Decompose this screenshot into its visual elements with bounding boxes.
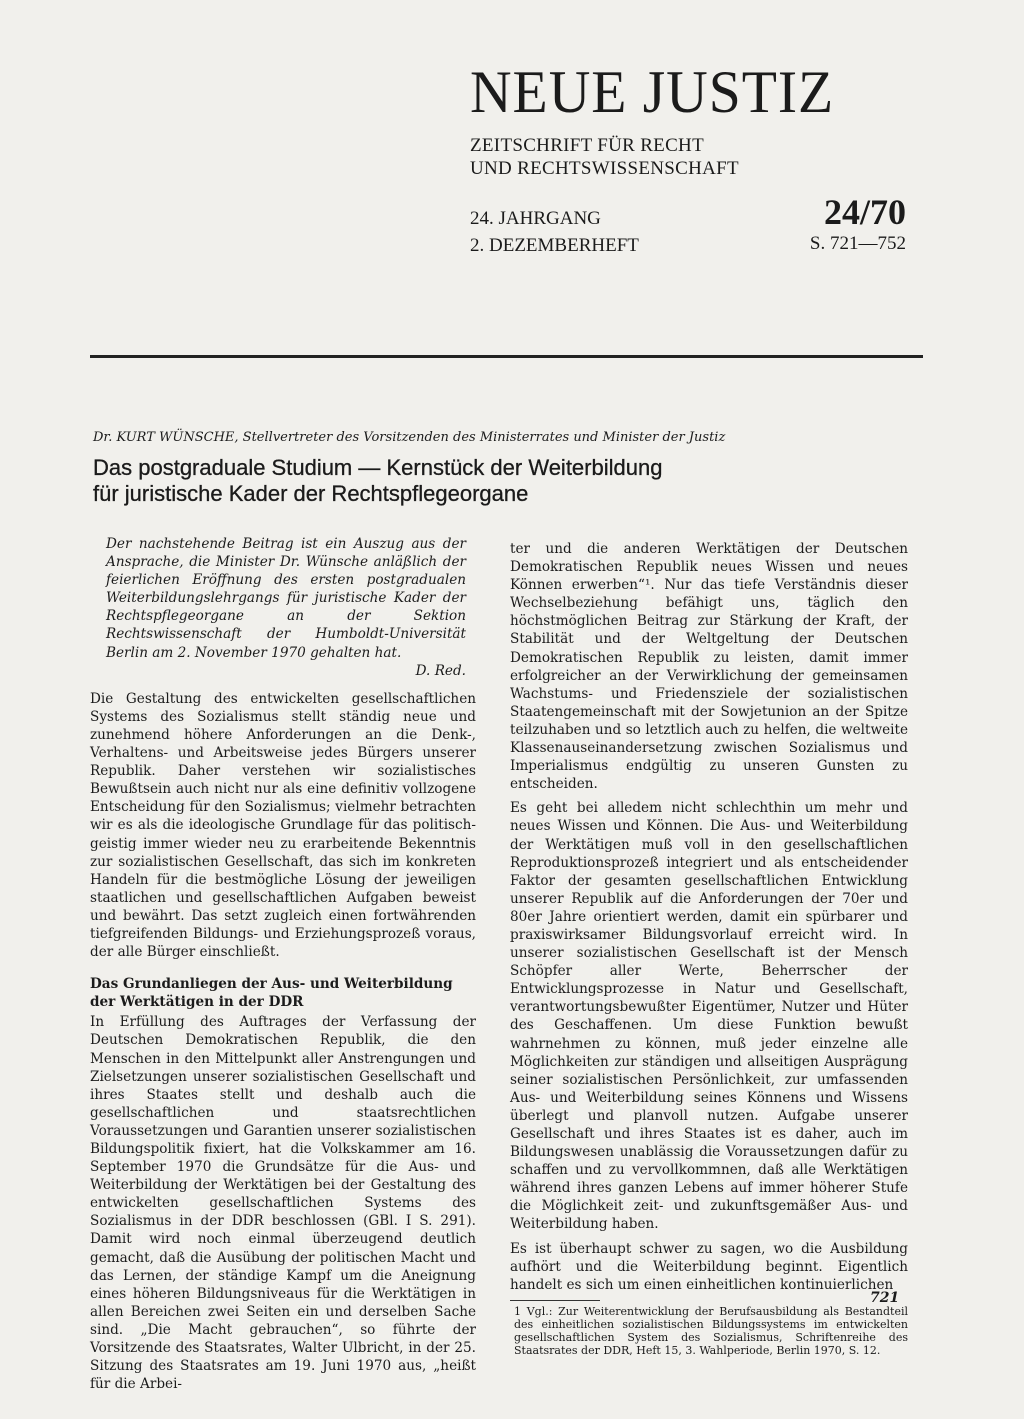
paragraph-2: In Erfüllung des Auftrages der Verfassung der Deutschen Demokratischen Republik, die den Menschen in den Mittelpunkt aller Anstrengungen und Zielsetzungen unserer sozialistischen Gesellschaft und ihres Staates stellt und deshalb auch die gesellschaftlichen und staatsrechtlichen Voraussetzungen und Garantien unserer sozialistischen Bildungspolitik fixiert, hat die Volkskammer am 16. September 1970 die Grundsätze für die Aus- und Weiterbildung der Werktätigen bei der Gestaltung des entwickelten gesellschaftlichen Systems des Sozialismus in der DDR beschlossen (GBl. I S. 291). Damit wird noch einmal überzeugend deutlich gemacht, daß die Ausübung der politischen Macht und das Lernen, der ständige Kampf um die Aneignung eines höheren Bildungsniveaus für die Werktätigen in allen Bereichen zwei Seiten ein und derselben Sache sind. „Die Macht gebrauchen“, so führte der Vorsitzende des Staatsrates, Walter Ulbricht, in der 25. Sitzung des Staatsrates am 19. Juni 1970 aus, „heißt für die Arbei- (90, 1014, 476, 1393)
column-left (90, 535, 476, 1393)
subtitle-line-1: ZEITSCHRIFT FÜR RECHT (470, 135, 704, 156)
article-title-line-1: Das postgraduale Studium — Kernstück der Weiterbildung (93, 455, 663, 480)
issue-info (470, 205, 639, 259)
masthead (470, 59, 920, 180)
page-number: 721 (870, 1290, 900, 1306)
intro-signature: D. Red. (415, 662, 466, 679)
author-line: Dr. KURT WÜNSCHE, Stellvertreter des Vorsitzenden des Ministerrates und Minister der Justiz (93, 430, 726, 445)
issue-name: 2. DEZEMBERHEFT (470, 235, 639, 256)
page-range: S. 721—752 (809, 233, 906, 254)
subtitle-line-2: UND RECHTSWISSENSCHAFT (470, 158, 739, 179)
column-right (510, 540, 908, 1357)
section-heading (90, 975, 476, 1011)
header-divider (90, 355, 923, 358)
paragraph-3: ter und die anderen Werktätigen der Deutschen Demokratischen Republik neues Wissen und neues Können erwerben“¹. Nur das tiefe Verständnis dieser Wechselbeziehung befähigt uns, täglich den höchstmöglichen Beitrag zur Stärkung der Kraft, der Stabilität und der Weltgeltung der Deutschen Demokratischen Republik zu leisten, damit immer erfolgreicher an der Verwirklichung der gemeinsamen Wachstums- und Friedensziele der sozialistischen Staatengemeinschaft mit der Sowjetunion an der Spitze teilzuhaben und so letztlich auch zu helfen, die weltweite Klassenauseinandersetzung zwischen Sozialismus und Imperialismus endgültig zu unseren Gunsten zu entscheiden. (510, 541, 908, 793)
section-heading-line-2: der Werktätigen in der DDR (90, 994, 304, 1011)
footnote: 1 Vgl.: Zur Weiterentwicklung der Berufsausbildung als Bestandteil des einheitlichen sozialistischen Bildungssystems im entwickelten gesellschaftlichen System des Sozialismus, Schriftenreihe des Staatsrates der DDR, Heft 15, 3. Wahlperiode, Berlin 1970, S. 12. (514, 1304, 908, 1357)
volume: 24. JAHRGANG (470, 208, 601, 229)
issue-number-block (810, 193, 906, 257)
footnote-divider (510, 1300, 600, 1301)
section-heading-line-1: Das Grundanliegen der Aus- und Weiterbildung (90, 976, 453, 993)
article-title (93, 455, 923, 507)
journal-title: NEUE JUSTIZ (470, 59, 835, 125)
article-title-line-2: für juristische Kader der Rechtspflegeorgane (93, 481, 529, 506)
journal-subtitle (470, 134, 920, 180)
issue-number: 24/70 (823, 192, 906, 232)
editorial-intro (90, 535, 476, 680)
paragraph-5: Es ist überhaupt schwer zu sagen, wo die Ausbildung aufhört und die Weiterbildung beginnt. Eigentlich handelt es sich um einen einheitlichen kontinuierlichen (510, 1240, 908, 1293)
intro-text: Der nachstehende Beitrag ist ein Auszug aus der Ansprache, die Minister Dr. Wünsche anläßlich der feierlichen Eröffnung des ersten postgradualen Weiterbildungslehrgangs für juristische Kader der Rechtspflegeorgane an der Sektion Rechtswissenschaft der Humboldt-Universität Berlin am 2. November 1970 gehalten hat. (106, 536, 466, 661)
paragraph-4: Es geht bei alledem nicht schlechthin um mehr und neues Wissen und Können. Die Aus- und Weiterbildung der Werktätigen muß voll in den gesellschaftlichen Reproduktionsprozeß integriert und als entscheidender Faktor der gesamten gesellschaftlichen Entwicklung unserer Republik auf die Anforderungen der 70er und 80er Jahre orientiert werden, damit ein spürbarer und praxiswirksamer Bildungsvorlauf erreicht wird. In unserer sozialistischen Gesellschaft ist der Mensch Schöpfer aller Werte, Beherrscher der Entwicklungsprozesse in Natur und Gesellschaft, verantwortungsbewußter Eigentümer, Nutzer und Hüter des Geschaffenen. Um diese Funktion bewußt wahrnehmen zu können, muß jeder einzelne alle Möglichkeiten zur ständigen und allseitigen Ausprägung seiner sozialistischen Persönlichkeit, zur umfassenden Aus- und Weiterbildung seines Könnens und Wissens überlegt und planvoll nutzen. Aufgabe unserer Gesellschaft und ihres Staates ist es daher, auch im Bildungswesen unablässig die Voraussetzungen dafür zu schaffen und zu vervollkommnen, daß alle Werktätigen während ihres ganzen Lebens auf immer höherer Stufe die Möglichkeit zeit- und zukunftsgemäßer Aus- und Weiterbildung haben. (510, 800, 908, 1233)
paragraph-1: Die Gestaltung des entwickelten gesellschaftlichen Systems des Sozialismus stellt ständig neue und zunehmend höhere Anforderungen an die Denk-, Verhaltens- und Arbeitsweise jedes Bürgers unserer Republik. Daher verstehen wir sozialistisches Bewußtsein auch nicht nur als eine definitiv vollzogene Entscheidung für den Sozialismus; vielmehr betrachten wir es als die ideologische Grundlage für das politisch-geistig immer wieder neu zu erarbeitende Bekenntnis zur sozialistischen Gesellschaft, das sich im konkreten Handeln für die bestmögliche Lösung der jeweiligen staatlichen und gesellschaftlichen Aufgaben beweist und bewährt. Das setzt zugleich einen fortwährenden tiefgreifenden Bildungs- und Erziehungsprozeß voraus, der alle Bürger einschließt. (90, 690, 476, 961)
